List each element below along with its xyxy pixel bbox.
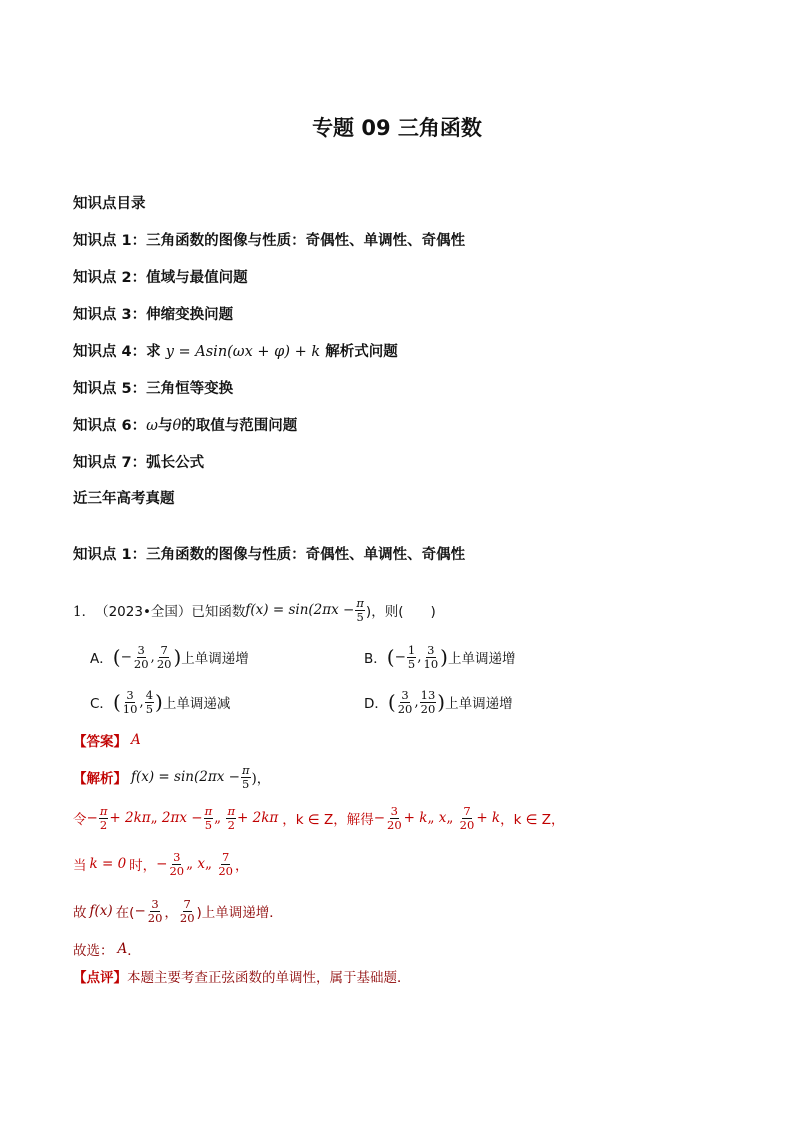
formula-sinusoid: y = Asin(ωx + φ) + k xyxy=(165,344,321,360)
toc-item-4: 知识点 4：求 y = Asin(ωx + φ) + k 解析式问题 xyxy=(73,344,398,360)
analysis-line-5: 故选： A ． xyxy=(73,941,141,959)
analysis-line-3: 当 k = 0 时， − $\frac{3}{20}$ „ x „ $\frac{7}{20}$ ， xyxy=(73,850,249,878)
toc-heading: 知识点目录 xyxy=(73,196,146,212)
comment-line: 【点评】 本题主要考查正弦函数的单调性，属于基础题． xyxy=(73,966,411,986)
toc-item-6: 知识点 6：ω与θ的取值与范围问题 xyxy=(73,418,298,434)
answer-label: 【答案】 xyxy=(73,734,127,750)
comment-label: 【点评】 xyxy=(73,970,127,986)
toc-item-3: 知识点 3：伸缩变换问题 xyxy=(73,307,234,323)
question-stem: 1． （2023•全国） 已知函数 f(x) = sin(2πx − $\frac{\pi}{5}$ )，则( ) xyxy=(73,596,436,624)
toc-item-5: 知识点 5：三角恒等变换 xyxy=(73,381,234,397)
option-a[interactable]: A． ( − $\frac{3}{20}$ , $\frac{7}{20}$ ) 上单调递增 xyxy=(90,643,249,671)
option-d[interactable]: D． ( $\frac{3}{20}$ , $\frac{13}{20}$ ) 上单调递增 xyxy=(364,688,513,716)
section-title: 知识点 1：三角函数的图像与性质：奇偶性、单调性、奇偶性 xyxy=(73,547,466,563)
analysis-line-4: 故 f(x) 在( − $\frac{3}{20}$ ， $\frac{7}{20}$ )上单调递增． xyxy=(73,897,283,925)
analysis-label: 【解析】 xyxy=(73,771,127,788)
option-c[interactable]: C． ( $\frac{3}{10}$ , $\frac{4}{5}$ ) 上单调递减 xyxy=(90,688,231,716)
toc-item-2: 知识点 2：值域与最值问题 xyxy=(73,270,248,286)
page-title: 专题 09 三角函数 xyxy=(312,116,482,140)
option-b[interactable]: B． ( − $\frac{1}{5}$ , $\frac{3}{10}$ ) 上单调递增 xyxy=(364,643,516,671)
analysis-line-1: 【解析】 f(x) = sin(2πx − $\frac{\pi}{5}$ )， xyxy=(73,763,271,791)
fraction: $\frac{\pi}{5}$ xyxy=(356,596,364,624)
toc-item-7: 知识点 7：弧长公式 xyxy=(73,455,205,471)
answer-line xyxy=(73,730,141,750)
toc-footer: 近三年高考真题 xyxy=(73,491,175,507)
analysis-line-2: 令 − $\frac{\pi}{2}$ + 2kπ „ 2πx − $\frac{\pi}{5}$ „ $\frac{\pi}{2}$ + 2kπ ，k ∈ Z，解得 − $\frac{3}{20}$ + k „ x „ $\frac{7}{20}$ + k ，k ∈ Z， xyxy=(73,804,565,832)
answer-value: A xyxy=(131,732,141,748)
toc-item-1: 知识点 1：三角函数的图像与性质：奇偶性、单调性、奇偶性 xyxy=(73,233,466,249)
